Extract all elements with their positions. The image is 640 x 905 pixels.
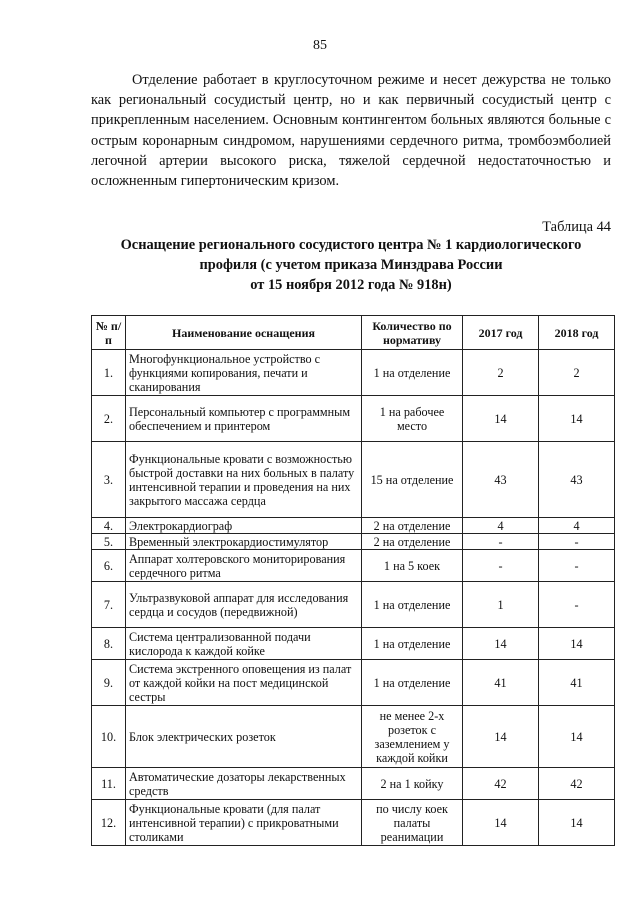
row-2017: 43 — [463, 442, 539, 518]
row-num: 10. — [92, 706, 126, 768]
table-header-row — [92, 316, 615, 350]
row-2017: 1 — [463, 582, 539, 628]
row-name: Аппарат холтеровского мониторирования сердечного ритма — [126, 550, 362, 582]
row-num: 11. — [92, 768, 126, 800]
row-qty: 1 на отделение — [362, 350, 463, 396]
table-row — [92, 350, 615, 396]
page-number: 85 — [313, 38, 327, 53]
table-row — [92, 706, 615, 768]
intro-paragraph: Отделение работает в круглосуточном режиме и несет дежурства не только как региональный сосудистый центр, но и как первичный сосудистый центр с прикрепленным населением. Основным контингентом больных являются больные с острым коронарным синдромом, нарушениями сердечного ритма, тромбоэмболией легочной артерии высокого риска, тяжелой сердечной недостаточностью и осложненным гипертоническим кризом. — [91, 72, 611, 190]
intro-text — [91, 70, 611, 191]
row-2018: - — [539, 550, 615, 582]
row-2018: 14 — [539, 396, 615, 442]
table-row — [92, 518, 615, 534]
table-caption: Таблица 44 — [542, 219, 611, 235]
row-num: 2. — [92, 396, 126, 442]
row-2017: 42 — [463, 768, 539, 800]
row-2017: 14 — [463, 800, 539, 846]
header-name: Наименование оснащения — [126, 316, 362, 350]
row-2017: 14 — [463, 706, 539, 768]
row-num: 8. — [92, 628, 126, 660]
table-row — [92, 660, 615, 706]
row-2018: 2 — [539, 350, 615, 396]
table-title-line: профиля (с учетом приказа Минздрава России — [199, 257, 503, 273]
row-qty: 2 на отделение — [362, 518, 463, 534]
table-row — [92, 628, 615, 660]
row-qty: 1 на отделение — [362, 582, 463, 628]
row-name: Автоматические дозаторы лекарственных средств — [126, 768, 362, 800]
row-qty: не менее 2-х розеток с заземлением у каждой койки — [362, 706, 463, 768]
row-2018: 14 — [539, 800, 615, 846]
row-qty: по числу коек палаты реанимации — [362, 800, 463, 846]
table-row — [92, 396, 615, 442]
row-name: Ультразвуковой аппарат для исследования сердца и сосудов (передвижной) — [126, 582, 362, 628]
table-title-line: Оснащение регионального сосудистого центра № 1 кардиологического — [120, 237, 582, 253]
row-qty: 1 на рабочее место — [362, 396, 463, 442]
header-2017: 2017 год — [463, 316, 539, 350]
row-qty: 1 на отделение — [362, 628, 463, 660]
row-2017: - — [463, 534, 539, 550]
row-2017: 14 — [463, 396, 539, 442]
header-num: № п/п — [92, 316, 126, 350]
table-title — [91, 235, 611, 295]
row-num: 4. — [92, 518, 126, 534]
row-2017: 2 — [463, 350, 539, 396]
row-2018: - — [539, 582, 615, 628]
table-row — [92, 768, 615, 800]
row-num: 1. — [92, 350, 126, 396]
row-num: 6. — [92, 550, 126, 582]
row-2018: 14 — [539, 706, 615, 768]
row-2018: 42 — [539, 768, 615, 800]
table-row — [92, 582, 615, 628]
row-name: Система централизованной подачи кислорода к каждой койке — [126, 628, 362, 660]
table-title-line: от 15 ноября 2012 года № 918н) — [250, 277, 452, 293]
row-qty: 1 на отделение — [362, 660, 463, 706]
header-2018: 2018 год — [539, 316, 615, 350]
table-row — [92, 442, 615, 518]
row-qty: 1 на 5 коек — [362, 550, 463, 582]
row-name: Персональный компьютер с программным обеспечением и принтером — [126, 396, 362, 442]
header-qty: Количество по нормативу — [362, 316, 463, 350]
row-num: 7. — [92, 582, 126, 628]
row-name: Функциональные кровати с возможностью быстрой доставки на них больных в палату интенсивной терапии и проведения на них закрытого массажа сердца — [126, 442, 362, 518]
row-2018: - — [539, 534, 615, 550]
row-2018: 4 — [539, 518, 615, 534]
row-qty: 2 на 1 койку — [362, 768, 463, 800]
row-num: 3. — [92, 442, 126, 518]
row-2017: 14 — [463, 628, 539, 660]
table-row — [92, 550, 615, 582]
row-2018: 14 — [539, 628, 615, 660]
table-row — [92, 800, 615, 846]
row-name: Блок электрических розеток — [126, 706, 362, 768]
row-qty: 2 на отделение — [362, 534, 463, 550]
row-name: Система экстренного оповещения из палат от каждой койки на пост медицинской сестры — [126, 660, 362, 706]
row-name: Электрокардиограф — [126, 518, 362, 534]
row-2017: 4 — [463, 518, 539, 534]
equipment-table — [91, 315, 615, 846]
row-2018: 41 — [539, 660, 615, 706]
row-num: 9. — [92, 660, 126, 706]
table-row — [92, 534, 615, 550]
row-name: Временный электрокардиостимулятор — [126, 534, 362, 550]
row-num: 5. — [92, 534, 126, 550]
row-name: Многофункциональное устройство с функциями копирования, печати и сканирования — [126, 350, 362, 396]
row-2018: 43 — [539, 442, 615, 518]
row-2017: 41 — [463, 660, 539, 706]
row-qty: 15 на отделение — [362, 442, 463, 518]
row-name: Функциональные кровати (для палат интенсивной терапии) с прикроватными столиками — [126, 800, 362, 846]
row-num: 12. — [92, 800, 126, 846]
row-2017: - — [463, 550, 539, 582]
